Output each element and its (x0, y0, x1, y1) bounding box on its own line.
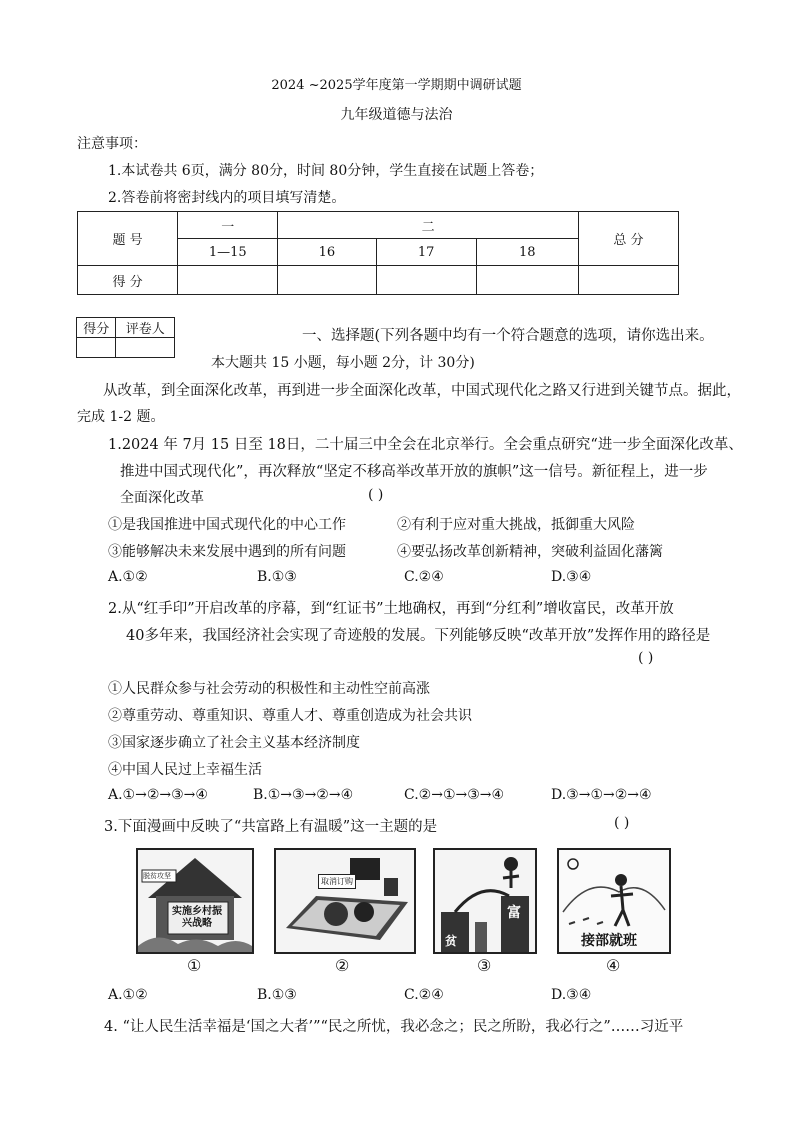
q3-answer-paren: ( ) (614, 815, 630, 831)
intro-line-1: 从改革，到全面深化改革，再到进一步全面深化改革，中国式现代化之路又行进到关键节点。据此， (103, 383, 741, 399)
comic-4-step-by-step (557, 848, 671, 954)
house-illustration (138, 850, 252, 952)
score-table-sub-1: 1—15 (178, 239, 278, 266)
comic-1-rural-revitalization (136, 848, 254, 954)
q2-line-1: 2.从“红手印”开启改革的序幕，到“红证书”土地确权，再到“分红利”增收富民，改革开放 (108, 601, 674, 617)
score-cell[interactable] (278, 266, 376, 295)
score-table-part1: 一 (178, 212, 278, 239)
q2-statement-3: ③国家逐步确立了社会主义基本经济制度 (108, 735, 360, 751)
notice-item-2: 2.答卷前将密封线内的项目填写清楚。 (108, 190, 346, 206)
notice-heading: 注意事项： (77, 136, 147, 152)
q1-line-2: 推进中国式现代化”，再次释放“坚定不移高举改革开放的旗帜”这一信号。新征程上，进一步 (120, 464, 708, 480)
table-illustration (276, 850, 414, 952)
q1-option-c[interactable]: C.②④ (404, 569, 444, 585)
grader-name-label: 评卷人 (116, 318, 175, 338)
score-cell[interactable] (376, 266, 476, 295)
q1-option-a[interactable]: A.①② (108, 569, 148, 585)
grader-score-cell[interactable] (77, 338, 116, 358)
q1-statement-1: ①是我国推进中国式现代化的中心工作 (108, 517, 346, 533)
exam-title: 2024 ~2025学年度第一学期期中调研试题 (271, 78, 522, 93)
q1-option-b[interactable]: B.①③ (257, 569, 297, 585)
q1-answer-paren: ( ) (368, 487, 384, 503)
score-table-total: 总 分 (578, 212, 678, 266)
q1-statement-2: ②有利于应对重大挑战，抵御重大风险 (397, 517, 635, 533)
q1-line-1: 1.2024 年 7月 15 日至 18日，二十届三中全会在北京举行。全会重点研究“进一步全面深化改革、 (108, 437, 743, 453)
q2-statement-2: ②尊重劳动、尊重知识、尊重人才、尊重创造成为社会共识 (108, 708, 472, 724)
comic-3-poor-rich (433, 848, 537, 954)
score-table-sub-3: 17 (376, 239, 476, 266)
notice-item-1: 1.本试卷共 6页，满分 80分，时间 80分钟，学生直接在试题上答卷； (108, 163, 544, 179)
score-cell[interactable] (178, 266, 278, 295)
grader-score-label: 得分 (77, 318, 116, 338)
score-table (77, 211, 679, 295)
q3-option-a[interactable]: A.①② (108, 987, 148, 1003)
comic-3-rich-label: 富 (507, 905, 521, 921)
comic-4-caption: 接部就班 (581, 933, 637, 949)
intro-line-2: 完成 1-2 题。 (77, 409, 165, 425)
score-cell[interactable] (578, 266, 678, 295)
q2-statement-1: ①人民群众参与社会劳动的积极性和主动性空前高涨 (108, 681, 430, 697)
comic-1-tag: 脱贫攻坚 (143, 872, 171, 880)
q2-option-b[interactable]: B.①→③→②→④ (253, 787, 354, 803)
score-table-row-label: 得 分 (78, 266, 178, 295)
comic-label-1: ① (187, 956, 202, 975)
comic-label-3: ③ (477, 956, 492, 975)
q1-line-3: 全面深化改革 (120, 490, 204, 506)
score-table-col-title: 题 号 (78, 212, 178, 266)
comic-1-caption: 实施乡村振兴战略 (172, 906, 222, 929)
q3-option-b[interactable]: B.①③ (257, 987, 297, 1003)
q3-option-d[interactable]: D.③④ (551, 987, 592, 1003)
grader-table (76, 317, 175, 358)
exam-subject: 九年级道德与法治 (340, 107, 453, 123)
q2-option-d[interactable]: D.③→①→②→④ (551, 787, 652, 803)
q2-line-2: 40多年来，我国经济社会实现了奇迹般的发展。下列能够反映“改革开放”发挥作用的路径是 (126, 628, 711, 644)
comic-3-poor-label: 贫 (445, 934, 458, 948)
q1-statement-4: ④要弘扬改革创新精神，突破利益固化藩篱 (397, 544, 663, 560)
q2-option-c[interactable]: C.②→①→③→④ (404, 787, 505, 803)
q2-statement-4: ④中国人民过上幸福生活 (108, 762, 262, 778)
score-table-part2: 二 (278, 212, 579, 239)
score-cell[interactable] (476, 266, 578, 295)
q2-answer-paren: ( ) (638, 650, 654, 666)
score-table-sub-4: 18 (476, 239, 578, 266)
q4-line-1: 4. “让人民生活幸福是‘国之大者’”“民之所忧，我必念之；民之所盼，我必行之”……习近平 (104, 1019, 684, 1035)
comic-2-sign: 取消订购 (318, 874, 356, 889)
comic-label-2: ② (335, 956, 350, 975)
q3-line-1: 3.下面漫画中反映了“共富路上有温暖”这一主题的是 (104, 819, 438, 835)
grader-name-cell[interactable] (116, 338, 175, 358)
q1-statement-3: ③能够解决未来发展中遇到的所有问题 (108, 544, 346, 560)
comic-2-cancel-order (274, 848, 416, 954)
q3-option-c[interactable]: C.②④ (404, 987, 444, 1003)
section1-heading: 一、选择题(下列各题中均有一个符合题意的选项，请你选出来。 (302, 328, 714, 344)
score-table-sub-2: 16 (278, 239, 376, 266)
q1-option-d[interactable]: D.③④ (551, 569, 592, 585)
section1-heading-cont: 本大题共 15 小题，每小题 2分，计 30分) (211, 355, 475, 371)
comic-label-4: ④ (606, 956, 621, 975)
q2-option-a[interactable]: A.①→②→③→④ (108, 787, 208, 803)
